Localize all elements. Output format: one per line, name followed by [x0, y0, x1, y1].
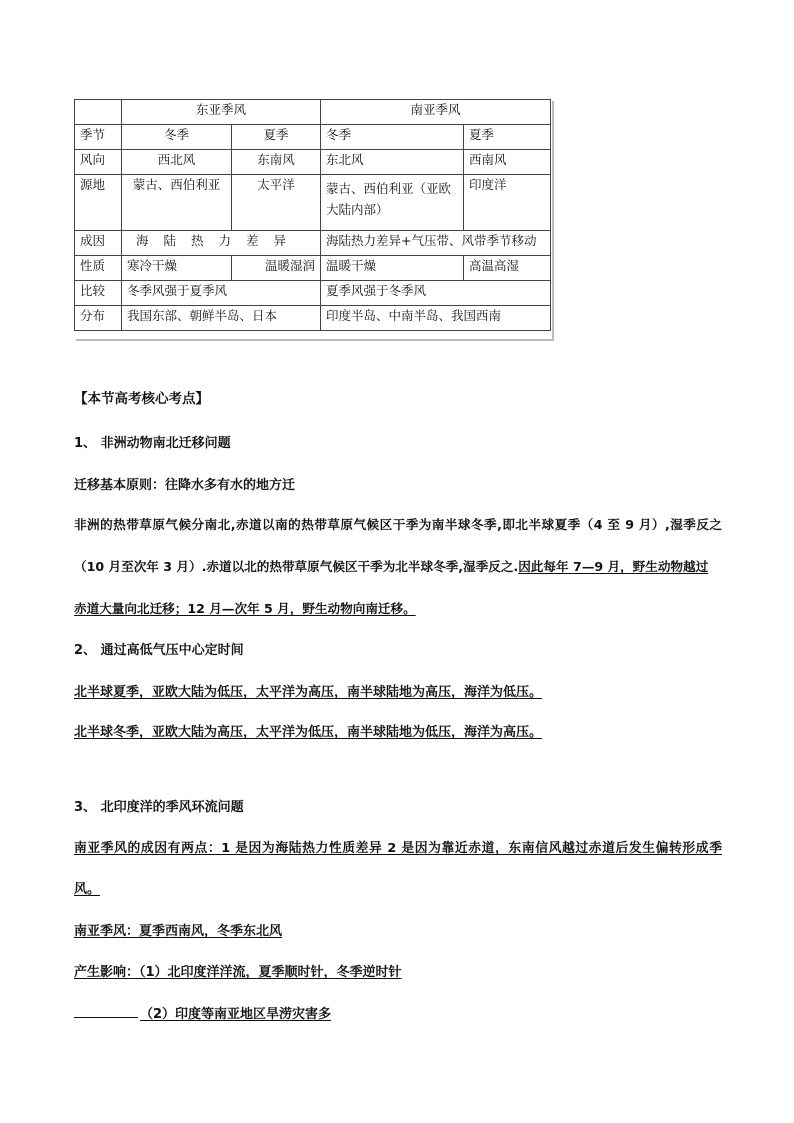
topic2-summer: 北半球夏季，亚欧大陆为低压，太平洋为高压，南半球陆地为高压，海洋为低压。 — [74, 685, 543, 700]
topic3-impact1: 产生影响：（1）北印度洋洋流，夏季顺时针，冬季逆时针 — [74, 965, 402, 980]
table-row-cause — [75, 231, 551, 256]
table-cell: 太平洋 — [232, 175, 321, 231]
table-cell: 印度洋 — [464, 175, 551, 231]
table-row-source — [75, 175, 551, 231]
topic3-cause-line1: 南亚季风的成因有两点：1 是因为海陆热力性质差异 2 是因为靠近赤道，东南信风越过赤道后发生偏转形成季 — [74, 841, 722, 856]
blank-underline — [74, 1005, 138, 1018]
topic1-para-line1: 非洲的热带草原气候分南北,赤道以南的热带草原气候区干季为南半球冬季,即北半球夏季（4 至 9 月）,湿季反之 — [74, 517, 722, 532]
table-cell: 海陆热力差异+气压带、风带季节移动 — [321, 231, 551, 256]
table-cell: 蒙古、西伯利亚 — [122, 175, 232, 231]
row-label: 比较 — [75, 281, 122, 306]
topic3-cause-line2: 风。 — [74, 882, 101, 897]
topic1-para-line2-b: 因此每年 7—9 月，野生动物越过 — [518, 559, 709, 574]
table-cell: 寒冷干燥 — [122, 256, 232, 281]
row-label: 季节 — [75, 125, 122, 150]
topic3-heading: 3、 北印度洋的季风环流问题 — [74, 800, 244, 815]
table-corner-cell — [75, 100, 122, 125]
row-label: 风向 — [75, 150, 122, 175]
topic2-winter: 北半球冬季，亚欧大陆为高压，太平洋为低压，南半球陆地为低压，海洋为高压。 — [74, 725, 543, 740]
table-row-distribution — [75, 306, 551, 331]
topic2-heading: 2、 通过高低气压中心定时间 — [74, 643, 244, 658]
topic1-para-line2 — [74, 556, 708, 575]
table-cell: 夏季风强于冬季风 — [321, 281, 551, 306]
table-header-row — [75, 100, 551, 125]
table-cell: 西南风 — [464, 150, 551, 175]
row-label: 成因 — [75, 231, 122, 256]
topic3-impact2 — [74, 1003, 331, 1022]
east-asia-monsoon-header: 东亚季风 — [122, 100, 321, 125]
topic3-winds: 南亚季风：夏季西南风，冬季东北风 — [74, 924, 283, 939]
table-cell: 东北风 — [321, 150, 464, 175]
table-cell: 夏季 — [232, 125, 321, 150]
table-cell: 冬季 — [122, 125, 232, 150]
table-cell: 西北风 — [122, 150, 232, 175]
table-cell: 温暖湿润 — [232, 256, 321, 281]
table-cell: 海陆热力差异 — [122, 231, 321, 256]
table-cell: 夏季 — [464, 125, 551, 150]
topic1-para-line2-a: （10 月至次年 3 月）.赤道以北的热带草原气候区干季为北半球冬季,湿季反之. — [74, 559, 519, 574]
row-label: 分布 — [75, 306, 122, 331]
table-cell: 温暖干燥 — [321, 256, 464, 281]
table-cell: 东南风 — [232, 150, 321, 175]
row-label: 性质 — [75, 256, 122, 281]
table-cell: 冬季风强于夏季风 — [122, 281, 321, 306]
monsoon-table — [74, 99, 552, 339]
topic1-principle: 迁移基本原则：往降水多有水的地方迁 — [74, 478, 296, 493]
table-row-compare — [75, 281, 551, 306]
south-asia-monsoon-header: 南亚季风 — [321, 100, 551, 125]
row-label: 源地 — [75, 175, 122, 231]
table-cell: 蒙古、西伯利亚（亚欧大陆内部） — [321, 175, 464, 231]
table-row-direction — [75, 150, 551, 175]
topic3-impact2-text: （2）印度等南亚地区旱涝灾害多 — [140, 1007, 332, 1022]
table-row-season — [75, 125, 551, 150]
table-cell: 印度半岛、中南半岛、我国西南 — [321, 306, 551, 331]
table-row-nature — [75, 256, 551, 281]
section-title: 【本节高考核心考点】 — [74, 391, 209, 407]
table-cell: 冬季 — [321, 125, 464, 150]
table-cell: 我国东部、朝鲜半岛、日本 — [122, 306, 321, 331]
topic1-heading: 1、 非洲动物南北迁移问题 — [74, 436, 231, 451]
table-cell: 高温高湿 — [464, 256, 551, 281]
topic1-para-line3: 赤道大量向北迁移；12 月—次年 5 月，野生动物向南迁移。 — [74, 601, 416, 616]
